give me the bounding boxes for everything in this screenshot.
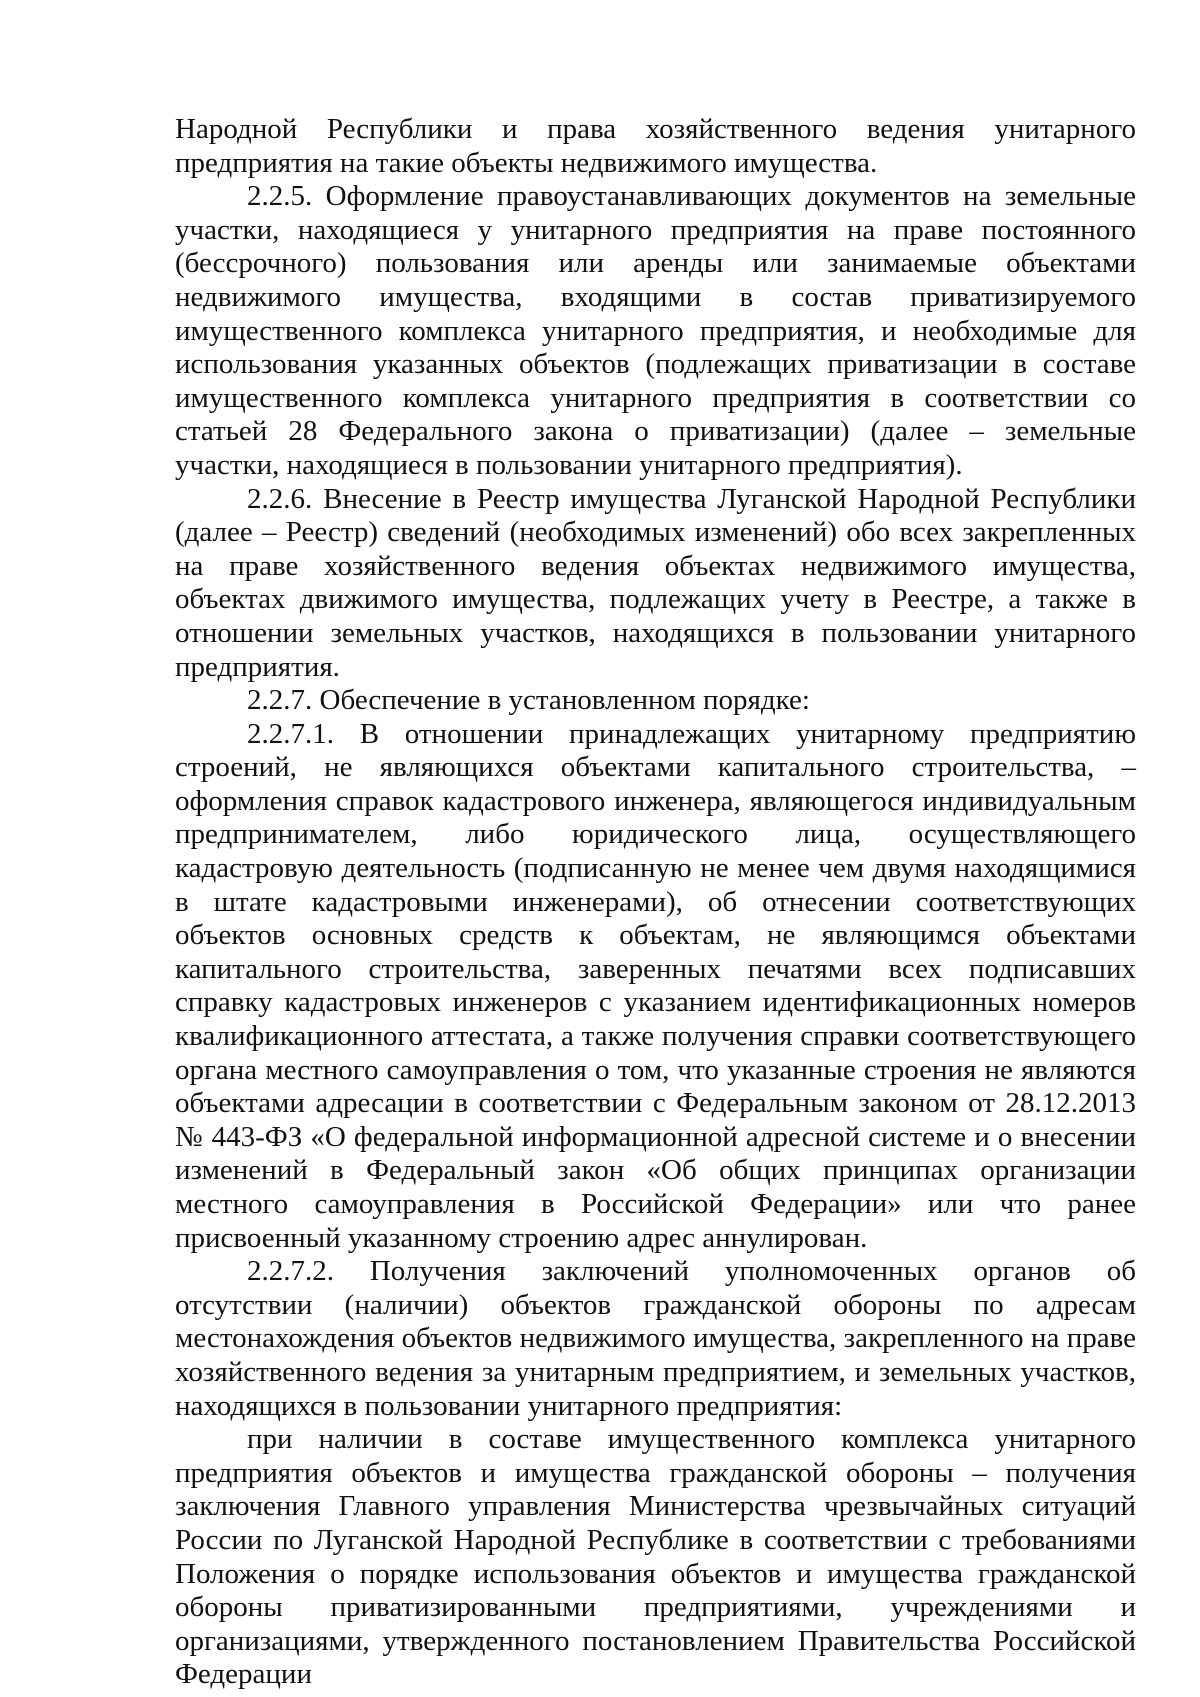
- paragraph-continuation: Народной Республики и права хозяйственного ведения унитарного предприятия на такие объекты недвижимого имущества.: [175, 113, 1136, 179]
- paragraph-2-2-7-2: 2.2.7.2. Получения заключений уполномоченных органов об отсутствии (наличии) объектов гражданской обороны по адресам местонахождения объектов недвижимого имущества, закрепленного на праве хозяйственного ведения за унитарным предприятием, и земельных участков, находящихся в пользовании унитарного предприятия:: [175, 1255, 1136, 1422]
- paragraph-2-2-6: 2.2.6. Внесение в Реестр имущества Луганской Народной Республики (далее – Реестр) сведений (необходимых изменений) обо всех закрепленных на праве хозяйственного ведения объектах недвижимого имущества, объектах движимого имущества, подлежащих учету в Реестре, а также в отношении земельных участков, находящихся в пользовании унитарного предприятия.: [175, 482, 1136, 683]
- paragraph-2-2-5: 2.2.5. Оформление правоустанавливающих документов на земельные участки, находящиеся у унитарного предприятия на праве постоянного (бессрочного) пользования или аренды или занимаемые объектами недвижимого имущества, входящими в состав приватизируемого имущественного комплекса унитарного предприятия, и необходимые для использования указанных объектов (подлежащих приватизации в составе имущественного комплекса унитарного предприятия в соответствии со статьей 28 Федерального закона о приватизации) (далее – земельные участки, находящиеся в пользовании унитарного предприятия).: [175, 180, 1136, 481]
- paragraph-2-2-7-1: 2.2.7.1. В отношении принадлежащих унитарному предприятию строений, не являющихся объектами капитального строительства, – оформления справок кадастрового инженера, являющегося индивидуальным предпринимателем, либо юридического лица, осуществляющего кадастровую деятельность (подписанную не менее чем двумя находящимися в штате кадастровыми инженерами), об отнесении соответствующих объектов основных средств к объектам, не являющимся объектами капитального строительства, заверенных печатями всех подписавших справку кадастровых инженеров с указанием идентификационных номеров квалификационного аттестата, а также получения справки соответствующего органа местного самоуправления о том, что указанные строения не являются объектами адресации в соответствии с Федеральным законом от 28.12.2013 № 443-ФЗ «О федеральной информационной адресной системе и о внесении изменений в Федеральный закон «Об общих принципах организации местного самоуправления в Российской Федерации» или что ранее присвоенный указанному строению адрес аннулирован.: [175, 717, 1136, 1254]
- document-body: [175, 113, 1136, 1692]
- paragraph-civil-defense: при наличии в составе имущественного комплекса унитарного предприятия объектов и имущества гражданской обороны – получения заключения Главного управления Министерства чрезвычайных ситуаций России по Луганской Народной Республике в соответствии с требованиями Положения о порядке использования объектов и имущества гражданской обороны приватизированными предприятиями, учреждениями и организациями, утвержденного постановлением Правительства Российской Федерации: [175, 1423, 1136, 1691]
- paragraph-2-2-7: 2.2.7. Обеспечение в установленном порядке:: [247, 684, 810, 717]
